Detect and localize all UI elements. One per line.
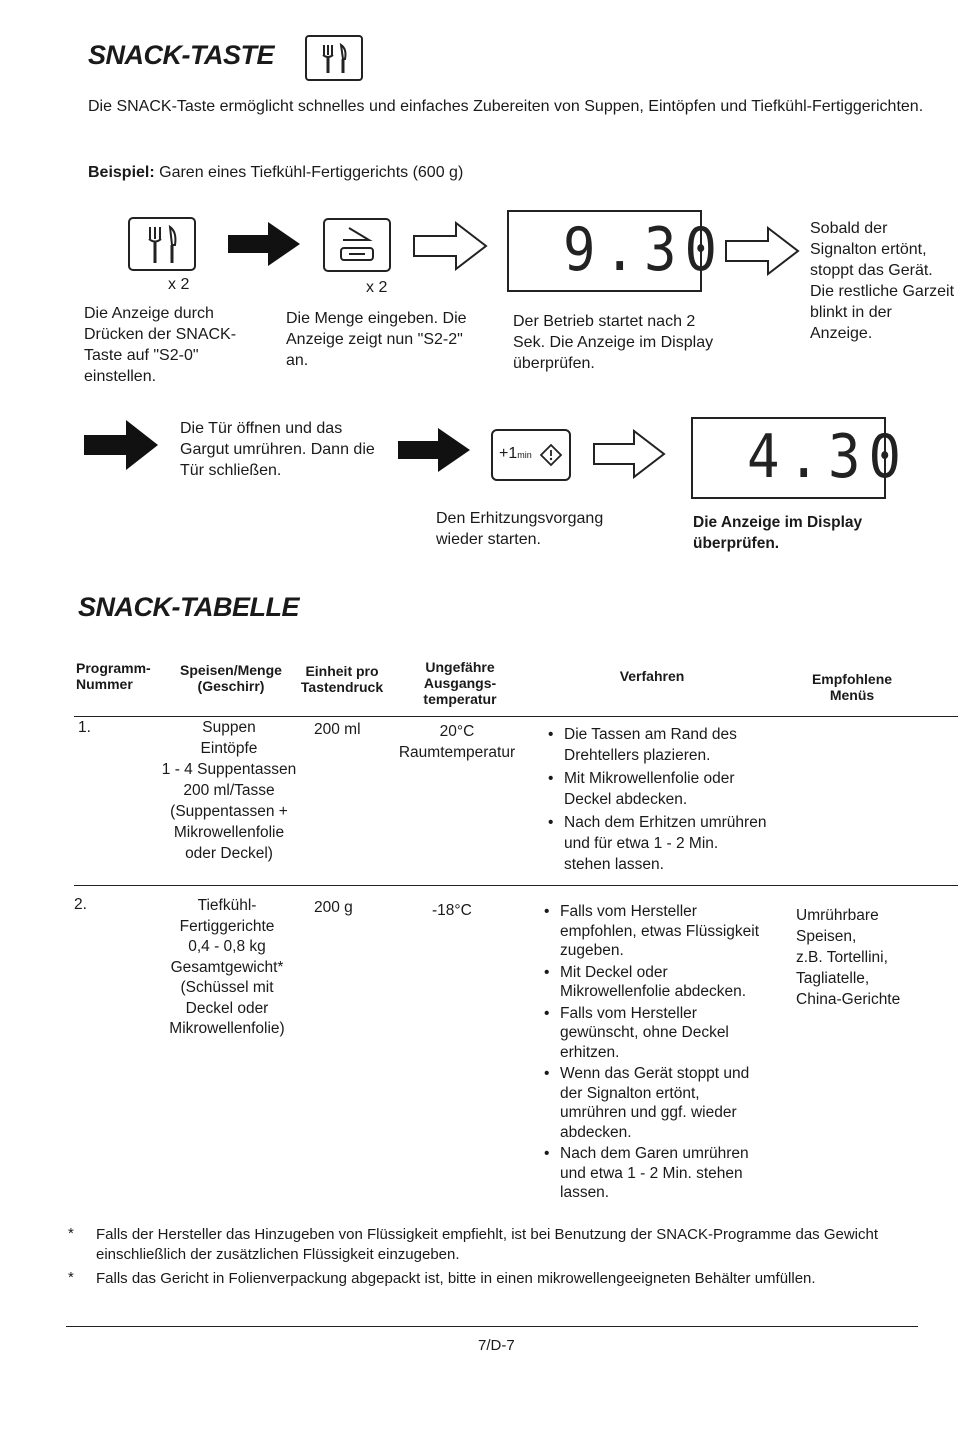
step4-text: Sobald der Signalton ertönt, stoppt das Gerät. Die restliche Garzeit blinkt in der Anzeige. (810, 220, 955, 342)
footer-rule (66, 1326, 918, 1327)
row1-einheit: 200 ml (314, 721, 361, 738)
display-9-30 (507, 210, 726, 292)
footnote-1: Falls der Hersteller das Hinzugeben von Flüssigkeit empfiehlt, ist bei Benutzung der SNACK-Programme das Gewicht einschließlich der zusätzlichen Flüssigkeit einzugeben. (96, 1226, 879, 1263)
outline-arrow-right-icon (412, 221, 488, 276)
step2-multiplier: x 2 (366, 279, 388, 296)
row1-verfahren-item: • Die Tassen am Rand des Drehtellers plazieren. (546, 724, 768, 766)
weight-scale-icon (325, 220, 389, 270)
page-number: 7/D-7 (478, 1337, 515, 1354)
header-nummer: Programm- Nummer (76, 660, 151, 692)
display-readout-2: 4.30 (747, 421, 910, 492)
header-einheit: Einheit pro Tastendruck (300, 663, 384, 695)
row2-temperatur: -18°C (432, 902, 472, 919)
row2-verfahren-item: • Mit Deckel oder Mikrowellenfolie abdecken. (542, 963, 762, 1002)
snack-button[interactable] (128, 217, 196, 271)
intro-text: Die SNACK-Taste ermöglicht schnelles und einfaches Zubereiten von Suppen, Eintöpfen und Tiefkühl-Fertiggerichten. (88, 98, 924, 115)
row2-verfahren-item: • Falls vom Hersteller gewünscht, ohne Deckel erhitzen. (542, 1004, 762, 1063)
header-temperatur: Ungefähre Ausgangs- temperatur (423, 659, 497, 707)
example-line (88, 162, 463, 183)
row2-menus: Umrührbare Speisen, z.B. Tortellini, Tagliatelle, China-Gerichte (796, 907, 901, 1008)
solid-arrow-right-icon (398, 428, 470, 477)
plus-one-minute-start-button[interactable] (491, 429, 571, 481)
footnote-marker: * (68, 1225, 74, 1242)
step1-text: Die Anzeige durch Drücken der SNACK-Taste auf "S2-0" einstellen. (84, 305, 237, 385)
step6-text: Den Erhitzungsvorgang wieder starten. (436, 510, 604, 548)
start-icon (539, 443, 563, 467)
display-readout-1: 9.30 (563, 214, 726, 285)
table-row-rule (74, 885, 958, 886)
step1-multiplier: x 2 (168, 276, 190, 293)
row2-speisen: Tiefkühl- Fertiggerichte 0,4 - 0,8 kg Gesamtgewicht* (Schüssel mit Deckel oder Mikrowellenfolie) (169, 897, 285, 1037)
row2-verfahren-item: • Nach dem Garen umrühren und etwa 1 - 2 Min. stehen lassen. (542, 1144, 762, 1203)
row2-verfahren-list (542, 902, 762, 1205)
outline-arrow-right-icon (592, 429, 666, 484)
section-title-snack-taste: SNACK-TASTE (88, 40, 274, 70)
row1-verfahren-item: • Nach dem Erhitzen umrühren und für etwa 1 - 2 Min. stehen lassen. (546, 812, 768, 875)
row1-verfahren-list (546, 724, 768, 877)
header-menus: Empfohlene Menüs (811, 671, 893, 703)
row2-einheit: 200 g (314, 899, 353, 916)
solid-arrow-right-icon (84, 420, 158, 475)
header-speisen: Speisen/Menge (Geschirr) (180, 662, 282, 694)
example-label: Beispiel: (88, 164, 155, 181)
footnote-marker: * (68, 1269, 74, 1286)
outline-arrow-right-icon (724, 226, 800, 281)
row1-verfahren-item: • Mit Mikrowellenfolie oder Deckel abdecken. (546, 768, 768, 810)
section-title-snack-tabelle: SNACK-TABELLE (78, 592, 299, 622)
weight-button[interactable] (323, 218, 391, 272)
display-4-30 (691, 417, 910, 499)
example-text: Garen eines Tiefkühl-Fertiggerichts (600 g) (154, 164, 464, 181)
row2-verfahren-item: • Wenn das Gerät stoppt und der Signalton ertönt, umrühren und ggf. wieder abdecken. (542, 1064, 762, 1142)
snack-key-icon (305, 35, 363, 81)
step7-text: Die Anzeige im Display überprüfen. (693, 514, 863, 552)
footnote-2: Falls das Gericht in Folienverpackung abgepackt ist, bitte in einen mikrowellengeeigneten Behälter umfüllen. (96, 1270, 816, 1287)
fork-knife-icon (130, 219, 194, 269)
row2-verfahren-item: • Falls vom Hersteller empfohlen, etwas Flüssigkeit zugeben. (542, 902, 762, 961)
step2-text: Die Menge eingeben. Die Anzeige zeigt nun "S2-2" an. (286, 310, 467, 369)
header-verfahren: Verfahren (619, 668, 685, 684)
solid-arrow-right-icon (228, 222, 300, 271)
row2-nummer: 2. (74, 896, 87, 913)
row1-speisen: Suppen Eintöpfe 1 - 4 Suppentassen 200 ml/Tasse (Suppentassen + Mikrowellenfolie oder Deckel) (161, 719, 297, 862)
step5-text: Die Tür öffnen und das Gargut umrühren. Dann die Tür schließen. (180, 420, 375, 479)
plus-one-label: +1min (499, 445, 532, 462)
step3-text: Der Betrieb startet nach 2 Sek. Die Anzeige im Display überprüfen. (513, 313, 714, 372)
row1-temperatur: 20°C Raumtemperatur (398, 723, 516, 761)
row1-nummer: 1. (78, 719, 91, 736)
